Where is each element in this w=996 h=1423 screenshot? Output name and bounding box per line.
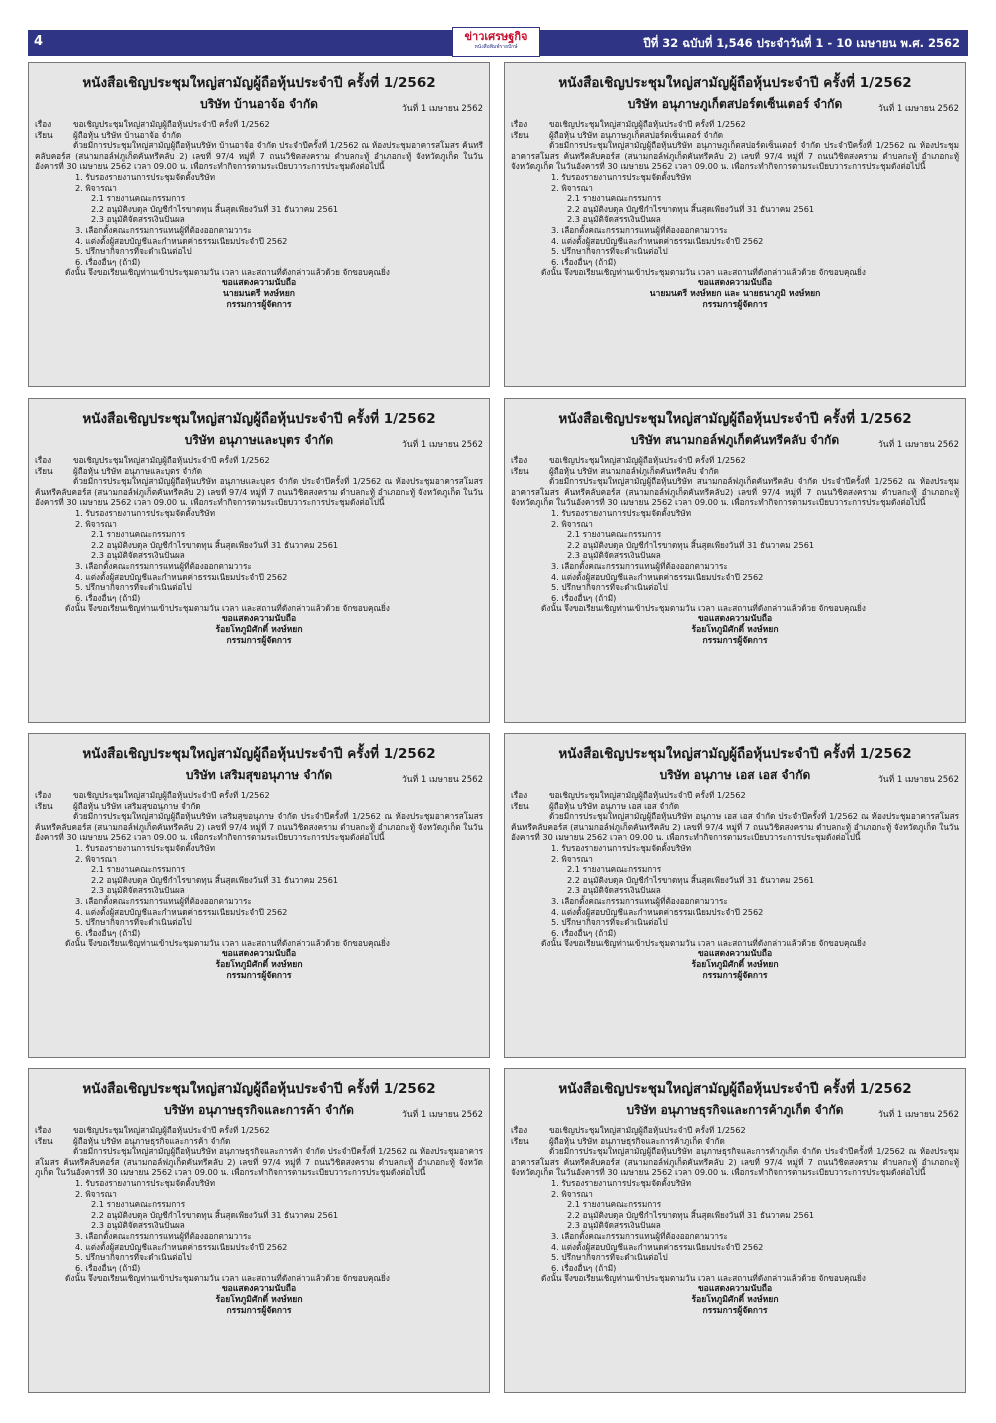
agenda-item: 6. เรื่องอื่นๆ (ถ้ามี) (551, 1262, 617, 1273)
subject-row (511, 790, 959, 801)
agenda-subitem: 2.2 อนุมัติงบดุล บัญชีกำไรขาดทุน สิ้นสุดเพียงวันที่ 31 ธันวาคม 2561 (567, 874, 815, 885)
agenda-subitem: 2.3 อนุมัติจัดสรรเงินปันผล (91, 885, 185, 896)
agenda-item: 4. แต่งตั้งผู้สอบบัญชีและกำหนดค่าธรรมเนียมประจำปี 2562 (551, 1241, 764, 1252)
subject-text: ขอเชิญประชุมใหญ่สามัญผู้ถือหุ้นประจำปี ครั้งที่ 1/2562 (549, 455, 746, 465)
addressee-row (511, 1136, 959, 1147)
signer-name: ร้อยโทภูมิศักดิ์ หงษ์หยก (691, 959, 779, 970)
notice-title: หนังสือเชิญประชุมใหญ่สามัญผู้ถือหุ้นประจำปี ครั้งที่ 1/2562 (82, 1081, 436, 1097)
agenda-item: 1. รับรองรายงานการประชุมจัดตั้งบริษัท (551, 1177, 692, 1188)
addressee-text: ผู้ถือหุ้น บริษัท อนุภาษ เอส เอส จำกัด (549, 800, 680, 811)
agenda-item: 2. พิจารณา (75, 1188, 117, 1199)
agenda-item: 6. เรื่องอื่นๆ (ถ้ามี) (75, 1262, 141, 1273)
newspaper-logo (452, 27, 540, 57)
agenda-item: 4. แต่งตั้งผู้สอบบัญชีและกำหนดค่าธรรมเนียมประจำปี 2562 (551, 906, 764, 917)
agenda-subitem: 2.1 รายงานคณะกรรมการ (567, 529, 662, 540)
notice-paragraph: ด้วยมีการประชุมใหญ่สามัญผู้ถือหุ้นบริษัท บ้านอาจ้อ จำกัด ประจำปีครั้งที่ 1/2562 ณ ห้องประชุมอาคารสโมสร ค้นทรีคลับคอร์ส (สนามกอล์ฟภูเก็ตคันทรีคลับ 2) เลขที่ 97/4 หมู่ที่ 7 ถนนวิชิตสงคราม ตำบลกะทู้ อำเภอกะทู้ จังหวัดภูเก็ต ในวันอังคารที่ 30 เมษายน 2562 เวลา 09.00 น. เพื่อกระทำกิจการตามระเบียบวาระการประชุมดังต่อไปนี้ (35, 140, 483, 172)
meeting-notice (28, 733, 490, 1058)
notice-paragraph: ด้วยมีการประชุมใหญ่สามัญผู้ถือหุ้นบริษัท อนุภาษภูเก็ตสปอร์ตเซ็นเตอร์ จำกัด ประจำปีครั้งที่ 1/2562 ณ ห้องประชุมอาคารสโมสร ค้นทรีคลับคอร์ส (สนามกอล์ฟภูเก็ตคันทรีคลับ 2) เลขที่ 97/4 หมู่ที่ 7 ถนนวิชิตสงคราม ตำบลกะทู้ อำเภอกะทู้ จังหวัดภูเก็ต ในวันอังคารที่ 30 เมษายน 2562 เวลา 09.00 น. เพื่อกระทำกิจการตามระเบียบวาระการประชุมดังต่อไปนี้ (511, 140, 959, 172)
agenda-item: 4. แต่งตั้งผู้สอบบัญชีและกำหนดค่าธรรมเนียมประจำปี 2562 (551, 235, 764, 246)
subject-text: ขอเชิญประชุมใหญ่สามัญผู้ถือหุ้นประจำปี ครั้งที่ 1/2562 (549, 1125, 746, 1135)
agenda-item: 5. ปรึกษากิจการที่จะดำเนินต่อไป (75, 582, 192, 593)
agenda-subitem: 2.2 อนุมัติงบดุล บัญชีกำไรขาดทุน สิ้นสุดเพียงวันที่ 31 ธันวาคม 2561 (567, 203, 815, 214)
subject-text: ขอเชิญประชุมใหญ่สามัญผู้ถือหุ้นประจำปี ครั้งที่ 1/2562 (549, 790, 746, 800)
addressee-label: เรียน (511, 465, 529, 476)
subject-label: เรื่อง (511, 119, 528, 129)
meeting-notice (28, 1068, 490, 1393)
agenda-subitem: 2.2 อนุมัติงบดุล บัญชีกำไรขาดทุน สิ้นสุดเพียงวันที่ 31 ธันวาคม 2561 (91, 539, 339, 550)
meeting-notice (504, 62, 966, 387)
subject-label: เรื่อง (35, 119, 52, 129)
agenda-item: 1. รับรองรายงานการประชุมจัดตั้งบริษัท (551, 842, 692, 853)
addressee-row (511, 801, 959, 812)
agenda-item: 2. พิจารณา (75, 853, 117, 864)
agenda-subitem: 2.1 รายงานคณะกรรมการ (91, 1199, 186, 1210)
agenda-item: 6. เรื่องอื่นๆ (ถ้ามี) (75, 927, 141, 938)
agenda-item: 1. รับรองรายงานการประชุมจัดตั้งบริษัท (75, 507, 216, 518)
signer-position: กรรมการผู้จัดการ (226, 299, 292, 310)
closing-text: ดังนั้น จึงขอเรียนเชิญท่านเข้าประชุมตามวัน เวลา และสถานที่ดังกล่าวแล้วด้วย จักขอบคุณยิ่ง (541, 603, 866, 614)
agenda-subitem: 2.3 อนุมัติจัดสรรเงินปันผล (567, 214, 661, 225)
notice-title: หนังสือเชิญประชุมใหญ่สามัญผู้ถือหุ้นประจำปี ครั้งที่ 1/2562 (558, 746, 912, 762)
notice-title: หนังสือเชิญประชุมใหญ่สามัญผู้ถือหุ้นประจำปี ครั้งที่ 1/2562 (558, 411, 912, 427)
closing-text: ดังนั้น จึงขอเรียนเชิญท่านเข้าประชุมตามวัน เวลา และสถานที่ดังกล่าวแล้วด้วย จักขอบคุณยิ่ง (541, 1273, 866, 1284)
agenda-item: 5. ปรึกษากิจการที่จะดำเนินต่อไป (75, 1252, 192, 1263)
subject-label: เรื่อง (511, 455, 528, 465)
signer-position: กรรมการผู้จัดการ (702, 635, 768, 646)
notice-body (511, 790, 959, 981)
agenda-subitem: 2.3 อนุมัติจัดสรรเงินปันผล (567, 885, 661, 896)
subject-row (511, 455, 959, 466)
page-header (28, 30, 968, 56)
agenda-item: 3. เลือกตั้งคณะกรรมการแทนผู้ที่ต้องออกตามวาระ (75, 895, 252, 906)
signer-name: ร้อยโทภูมิศักดิ์ หงษ์หยก (215, 959, 303, 970)
addressee-label: เรียน (35, 1135, 53, 1146)
agenda-subitem: 2.2 อนุมัติงบดุล บัญชีกำไรขาดทุน สิ้นสุดเพียงวันที่ 31 ธันวาคม 2561 (567, 1209, 815, 1220)
notice-paragraph: ด้วยมีการประชุมใหญ่สามัญผู้ถือหุ้นบริษัท อนุภาษธุรกิจและการค้า จำกัด ประจำปีครั้งที่ 1/2562 ณ ห้องประชุมอาคารสโมสร ค้นทรีคลับคอร์ส (สนามกอล์ฟภูเก็ตคันทรีคลับ 2) เลขที่ 97/4 หมู่ที่ 7 ถนนวิชิตสงคราม ตำบลกะทู้ อำเภอกะทู้ จังหวัดภูเก็ต ในวันอังคารที่ 30 เมษายน 2562 เวลา 09.00 น. เพื่อกระทำกิจการตามระเบียบวาระการประชุมดังต่อไปนี้ (35, 1146, 483, 1178)
agenda-subitem: 2.1 รายงานคณะกรรมการ (567, 193, 662, 204)
company-name: บริษัท อนุภาษ เอส เอส จำกัด (659, 768, 811, 782)
company-name: บริษัท อนุภาษและบุตร จำกัด (184, 433, 334, 447)
addressee-label: เรียน (511, 1135, 529, 1146)
signer-name: ร้อยโทภูมิศักดิ์ หงษ์หยก (215, 624, 303, 635)
agenda-item: 3. เลือกตั้งคณะกรรมการแทนผู้ที่ต้องออกตามวาระ (75, 1230, 252, 1241)
addressee-row (35, 1136, 483, 1147)
addressee-text: ผู้ถือหุ้น บริษัท อนุภาษภูเก็ตสปอร์ตเซ็นเตอร์ จำกัด (549, 129, 724, 140)
respect-line: ขอแสดงความนับถือ (221, 948, 297, 959)
addressee-text: ผู้ถือหุ้น บริษัท อนุภาษธุรกิจและการค้าภูเก็ต จำกัด (549, 1135, 725, 1146)
meeting-notice (28, 398, 490, 723)
agenda-subitem: 2.2 อนุมัติงบดุล บัญชีกำไรขาดทุน สิ้นสุดเพียงวันที่ 31 ธันวาคม 2561 (567, 539, 815, 550)
respect-line: ขอแสดงความนับถือ (221, 613, 297, 624)
company-name: บริษัท อนุภาษธุรกิจและการค้าภูเก็ต จำกัด (626, 1103, 844, 1117)
agenda-item: 5. ปรึกษากิจการที่จะดำเนินต่อไป (551, 582, 668, 593)
company-name: บริษัท อนุภาษภูเก็ตสปอร์ตเซ็นเตอร์ จำกัด (627, 97, 843, 111)
notice-title: หนังสือเชิญประชุมใหญ่สามัญผู้ถือหุ้นประจำปี ครั้งที่ 1/2562 (558, 1081, 912, 1097)
notice-date: วันที่ 1 เมษายน 2562 (877, 775, 959, 785)
agenda-subitem: 2.1 รายงานคณะกรรมการ (567, 1199, 662, 1210)
agenda-subitem: 2.3 อนุมัติจัดสรรเงินปันผล (91, 550, 185, 561)
subject-label: เรื่อง (511, 790, 528, 800)
addressee-row (511, 130, 959, 141)
agenda-item: 1. รับรองรายงานการประชุมจัดตั้งบริษัท (75, 1177, 216, 1188)
notice-paragraph: ด้วยมีการประชุมใหญ่สามัญผู้ถือหุ้นบริษัท อนุภาษธุรกิจและการค้าภูเก็ต จำกัด ประจำปีครั้งที่ 1/2562 ณ ห้องประชุมอาคารสโมสร ค้นทรีคลับคอร์ส (สนามกอล์ฟภูเก็ตคันทรีคลับ 2) เลขที่ 97/4 หมู่ที่ 7 ถนนวิชิตสงคราม ตำบลกะทู้ อำเภอกะทู้ จังหวัดภูเก็ต ในวันอังคารที่ 30 เมษายน 2562 เวลา 09.00 น. เพื่อกระทำกิจการตามระเบียบวาระการประชุมดังต่อไปนี้ (511, 1146, 959, 1178)
agenda-subitem: 2.1 รายงานคณะกรรมการ (91, 529, 186, 540)
agenda-item: 3. เลือกตั้งคณะกรรมการแทนผู้ที่ต้องออกตามวาระ (551, 560, 728, 571)
notice-date: วันที่ 1 เมษายน 2562 (877, 440, 959, 450)
addressee-label: เรียน (35, 800, 53, 811)
agenda-item: 4. แต่งตั้งผู้สอบบัญชีและกำหนดค่าธรรมเนียมประจำปี 2562 (75, 235, 288, 246)
notice-title: หนังสือเชิญประชุมใหญ่สามัญผู้ถือหุ้นประจำปี ครั้งที่ 1/2562 (82, 746, 436, 762)
notice-body (511, 455, 959, 646)
signer-position: กรรมการผู้จัดการ (702, 970, 768, 981)
meeting-notice (504, 398, 966, 723)
agenda-item: 5. ปรึกษากิจการที่จะดำเนินต่อไป (551, 246, 668, 257)
agenda-item: 1. รับรองรายงานการประชุมจัดตั้งบริษัท (75, 842, 216, 853)
agenda-item: 1. รับรองรายงานการประชุมจัดตั้งบริษัท (551, 507, 692, 518)
agenda-item: 3. เลือกตั้งคณะกรรมการแทนผู้ที่ต้องออกตามวาระ (75, 224, 252, 235)
subject-label: เรื่อง (35, 1125, 52, 1135)
meeting-notice (504, 1068, 966, 1393)
closing-text: ดังนั้น จึงขอเรียนเชิญท่านเข้าประชุมตามวัน เวลา และสถานที่ดังกล่าวแล้วด้วย จักขอบคุณยิ่ง (541, 267, 866, 278)
addressee-row (35, 130, 483, 141)
respect-line: ขอแสดงความนับถือ (221, 1283, 297, 1294)
masthead-subtitle: หนังสือพิมพ์รายปักษ์ (474, 44, 518, 50)
agenda-item: 1. รับรองรายงานการประชุมจัดตั้งบริษัท (75, 171, 216, 182)
signer-position: กรรมการผู้จัดการ (702, 299, 768, 310)
notice-body (35, 1125, 483, 1316)
addressee-text: ผู้ถือหุ้น บริษัท เสริมสุขอนุภาษ จำกัด (73, 800, 201, 811)
company-name: บริษัท บ้านอาจ้อ จำกัด (200, 97, 318, 111)
addressee-label: เรียน (511, 800, 529, 811)
agenda-subitem: 2.2 อนุมัติงบดุล บัญชีกำไรขาดทุน สิ้นสุดเพียงวันที่ 31 ธันวาคม 2561 (91, 1209, 339, 1220)
signer-name: นายมนตรี หงษ์หยก (223, 288, 295, 299)
closing-text: ดังนั้น จึงขอเรียนเชิญท่านเข้าประชุมตามวัน เวลา และสถานที่ดังกล่าวแล้วด้วย จักขอบคุณยิ่ง (65, 603, 390, 614)
agenda-item: 3. เลือกตั้งคณะกรรมการแทนผู้ที่ต้องออกตามวาระ (551, 224, 728, 235)
subject-text: ขอเชิญประชุมใหญ่สามัญผู้ถือหุ้นประจำปี ครั้งที่ 1/2562 (73, 119, 270, 129)
company-name: บริษัท สนามกอล์ฟภูเก็ตคันทรีคลับ จำกัด (630, 433, 840, 447)
agenda-subitem: 2.3 อนุมัติจัดสรรเงินปันผล (567, 1220, 661, 1231)
notice-body (35, 119, 483, 310)
addressee-text: ผู้ถือหุ้น บริษัท สนามกอล์ฟภูเก็ตคันทรีคลับ จำกัด (549, 465, 719, 476)
respect-line: ขอแสดงความนับถือ (697, 1283, 773, 1294)
addressee-row (35, 801, 483, 812)
agenda-item: 6. เรื่องอื่นๆ (ถ้ามี) (75, 592, 141, 603)
agenda-subitem: 2.3 อนุมัติจัดสรรเงินปันผล (91, 214, 185, 225)
agenda-subitem: 2.1 รายงานคณะกรรมการ (567, 864, 662, 875)
notice-body (35, 455, 483, 646)
addressee-text: ผู้ถือหุ้น บริษัท อนุภาษและบุตร จำกัด (73, 465, 203, 476)
notice-paragraph: ด้วยมีการประชุมใหญ่สามัญผู้ถือหุ้นบริษัท อนุภาษ เอส เอส จำกัด ประจำปีครั้งที่ 1/2562 ณ ห้องประชุมอาคารสโมสร ค้นทรีคลับคอร์ส (สนามกอล์ฟภูเก็ตคันทรีคลับ 2) เลขที่ 97/4 หมู่ที่ 7 ถนนวิชิตสงคราม ตำบลกะทู้ อำเภอกะทู้ จังหวัดภูเก็ต ในวันอังคารที่ 30 เมษายน 2562 เวลา 09.00 น. เพื่อกระทำกิจการตามระเบียบวาระการประชุมดังต่อไปนี้ (511, 811, 959, 843)
agenda-subitem: 2.1 รายงานคณะกรรมการ (91, 864, 186, 875)
addressee-row (511, 466, 959, 477)
respect-line: ขอแสดงความนับถือ (697, 277, 773, 288)
agenda-item: 4. แต่งตั้งผู้สอบบัญชีและกำหนดค่าธรรมเนียมประจำปี 2562 (75, 1241, 288, 1252)
agenda-subitem: 2.2 อนุมัติงบดุล บัญชีกำไรขาดทุน สิ้นสุดเพียงวันที่ 31 ธันวาคม 2561 (91, 203, 339, 214)
agenda-item: 4. แต่งตั้งผู้สอบบัญชีและกำหนดค่าธรรมเนียมประจำปี 2562 (75, 906, 288, 917)
closing-text: ดังนั้น จึงขอเรียนเชิญท่านเข้าประชุมตามวัน เวลา และสถานที่ดังกล่าวแล้วด้วย จักขอบคุณยิ่ง (65, 267, 390, 278)
subject-row (35, 455, 483, 466)
subject-row (511, 119, 959, 130)
notice-date: วันที่ 1 เมษายน 2562 (401, 1110, 483, 1120)
agenda-item: 2. พิจารณา (551, 853, 593, 864)
masthead-title: ข่าวเศรษฐกิจ (464, 30, 528, 43)
agenda-subitem: 2.3 อนุมัติจัดสรรเงินปันผล (91, 1220, 185, 1231)
signer-name: ร้อยโทภูมิศักดิ์ หงษ์หยก (691, 1294, 779, 1305)
signer-position: กรรมการผู้จัดการ (226, 635, 292, 646)
agenda-item: 1. รับรองรายงานการประชุมจัดตั้งบริษัท (551, 171, 692, 182)
notice-date: วันที่ 1 เมษายน 2562 (401, 440, 483, 450)
signer-position: กรรมการผู้จัดการ (702, 1305, 768, 1316)
closing-text: ดังนั้น จึงขอเรียนเชิญท่านเข้าประชุมตามวัน เวลา และสถานที่ดังกล่าวแล้วด้วย จักขอบคุณยิ่ง (541, 938, 866, 949)
addressee-row (35, 466, 483, 477)
agenda-subitem: 2.1 รายงานคณะกรรมการ (91, 193, 186, 204)
signer-name: ร้อยโทภูมิศักดิ์ หงษ์หยก (215, 1294, 303, 1305)
notice-title: หนังสือเชิญประชุมใหญ่สามัญผู้ถือหุ้นประจำปี ครั้งที่ 1/2562 (558, 75, 912, 91)
closing-text: ดังนั้น จึงขอเรียนเชิญท่านเข้าประชุมตามวัน เวลา และสถานที่ดังกล่าวแล้วด้วย จักขอบคุณยิ่ง (65, 1273, 390, 1284)
agenda-item: 5. ปรึกษากิจการที่จะดำเนินต่อไป (75, 246, 192, 257)
signer-position: กรรมการผู้จัดการ (226, 970, 292, 981)
notice-paragraph: ด้วยมีการประชุมใหญ่สามัญผู้ถือหุ้นบริษัท สนามกอล์ฟภูเก็ตคันทรีคลับ จำกัด ประจำปีครั้งที่ 1/2562 ณ ห้องประชุมอาคารสโมสร ค้นทรีคลับคอร์ส (สนามกอล์ฟภูเก็ตคันทรีคลับ2) เลขที่ 97/4 หมู่ที่ 7 ถนนวิชิตสงคราม ตำบลกะทู้ อำเภอกะทู้ จังหวัดภูเก็ต ในวันอังคารที่ 30 เมษายน 2562 เวลา 09.00 น. เพื่อกระทำกิจการตามระเบียบวาระการประชุมดังต่อไปนี้ (511, 476, 959, 508)
agenda-item: 2. พิจารณา (551, 518, 593, 529)
agenda-item: 6. เรื่องอื่นๆ (ถ้ามี) (551, 592, 617, 603)
notice-date: วันที่ 1 เมษายน 2562 (401, 104, 483, 114)
page-number: 4 (34, 34, 44, 49)
agenda-item: 5. ปรึกษากิจการที่จะดำเนินต่อไป (75, 917, 192, 928)
addressee-label: เรียน (511, 129, 529, 140)
subject-row (35, 1125, 483, 1136)
agenda-item: 3. เลือกตั้งคณะกรรมการแทนผู้ที่ต้องออกตามวาระ (551, 895, 728, 906)
meeting-notice (504, 733, 966, 1058)
subject-text: ขอเชิญประชุมใหญ่สามัญผู้ถือหุ้นประจำปี ครั้งที่ 1/2562 (73, 790, 270, 800)
agenda-subitem: 2.3 อนุมัติจัดสรรเงินปันผล (567, 550, 661, 561)
addressee-text: ผู้ถือหุ้น บริษัท บ้านอาจ้อ จำกัด (73, 129, 182, 140)
agenda-item: 2. พิจารณา (75, 518, 117, 529)
meeting-notice (28, 62, 490, 387)
subject-row (511, 1125, 959, 1136)
agenda-item: 2. พิจารณา (551, 182, 593, 193)
notice-body (35, 790, 483, 981)
agenda-item: 4. แต่งตั้งผู้สอบบัญชีและกำหนดค่าธรรมเนียมประจำปี 2562 (75, 571, 288, 582)
closing-text: ดังนั้น จึงขอเรียนเชิญท่านเข้าประชุมตามวัน เวลา และสถานที่ดังกล่าวแล้วด้วย จักขอบคุณยิ่ง (65, 938, 390, 949)
notice-body (511, 119, 959, 310)
addressee-text: ผู้ถือหุ้น บริษัท อนุภาษธุรกิจและการค้า จำกัด (73, 1135, 231, 1146)
company-name: บริษัท อนุภาษธุรกิจและการค้า จำกัด (164, 1103, 354, 1117)
subject-text: ขอเชิญประชุมใหญ่สามัญผู้ถือหุ้นประจำปี ครั้งที่ 1/2562 (73, 455, 270, 465)
signer-position: กรรมการผู้จัดการ (226, 1305, 292, 1316)
company-name: บริษัท เสริมสุขอนุภาษ จำกัด (185, 768, 333, 782)
subject-row (35, 790, 483, 801)
signer-name: นายมนตรี หงษ์หยก และ นายธนาภูมิ หงษ์หยก (649, 288, 821, 299)
notice-paragraph: ด้วยมีการประชุมใหญ่สามัญผู้ถือหุ้นบริษัท เสริมสุขอนุภาษ จำกัด ประจำปีครั้งที่ 1/2562 ณ ห้องประชุมอาคารสโมสร ค้นทรีคลับคอร์ส (สนามกอล์ฟภูเก็ตคันทรีคลับ 2) เลขที่ 97/4 หมู่ที่ 7 ถนนวิชิตสงคราม ตำบลกะทู้ อำเภอกะทู้ จังหวัดภูเก็ต ในวันอังคารที่ 30 เมษายน 2562 เวลา 09.00 น. เพื่อกระทำกิจการตามระเบียบวาระการประชุมดังต่อไปนี้ (35, 811, 483, 843)
notice-date: วันที่ 1 เมษายน 2562 (401, 775, 483, 785)
respect-line: ขอแสดงความนับถือ (697, 613, 773, 624)
notice-date: วันที่ 1 เมษายน 2562 (877, 104, 959, 114)
agenda-item: 2. พิจารณา (75, 182, 117, 193)
notice-title: หนังสือเชิญประชุมใหญ่สามัญผู้ถือหุ้นประจำปี ครั้งที่ 1/2562 (82, 75, 436, 91)
agenda-item: 3. เลือกตั้งคณะกรรมการแทนผู้ที่ต้องออกตามวาระ (551, 1230, 728, 1241)
subject-text: ขอเชิญประชุมใหญ่สามัญผู้ถือหุ้นประจำปี ครั้งที่ 1/2562 (73, 1125, 270, 1135)
subject-row (35, 119, 483, 130)
agenda-item: 5. ปรึกษากิจการที่จะดำเนินต่อไป (551, 1252, 668, 1263)
subject-label: เรื่อง (35, 455, 52, 465)
notice-title: หนังสือเชิญประชุมใหญ่สามัญผู้ถือหุ้นประจำปี ครั้งที่ 1/2562 (82, 411, 436, 427)
signer-name: ร้อยโทภูมิศักดิ์ หงษ์หยก (691, 624, 779, 635)
addressee-label: เรียน (35, 129, 53, 140)
agenda-item: 6. เรื่องอื่นๆ (ถ้ามี) (551, 256, 617, 267)
notice-body (511, 1125, 959, 1316)
respect-line: ขอแสดงความนับถือ (221, 277, 297, 288)
subject-label: เรื่อง (511, 1125, 528, 1135)
addressee-label: เรียน (35, 465, 53, 476)
subject-label: เรื่อง (35, 790, 52, 800)
respect-line: ขอแสดงความนับถือ (697, 948, 773, 959)
subject-text: ขอเชิญประชุมใหญ่สามัญผู้ถือหุ้นประจำปี ครั้งที่ 1/2562 (549, 119, 746, 129)
notice-date: วันที่ 1 เมษายน 2562 (877, 1110, 959, 1120)
agenda-item: 4. แต่งตั้งผู้สอบบัญชีและกำหนดค่าธรรมเนียมประจำปี 2562 (551, 571, 764, 582)
agenda-item: 6. เรื่องอื่นๆ (ถ้ามี) (75, 256, 141, 267)
agenda-item: 3. เลือกตั้งคณะกรรมการแทนผู้ที่ต้องออกตามวาระ (75, 560, 252, 571)
agenda-item: 2. พิจารณา (551, 1188, 593, 1199)
agenda-item: 5. ปรึกษากิจการที่จะดำเนินต่อไป (551, 917, 668, 928)
agenda-subitem: 2.2 อนุมัติงบดุล บัญชีกำไรขาดทุน สิ้นสุดเพียงวันที่ 31 ธันวาคม 2561 (91, 874, 339, 885)
issue-info: ปีที่ 32 ฉบับที่ 1,546 ประจำวันที่ 1 - 10 เมษายน พ.ศ. 2562 (643, 36, 960, 50)
agenda-item: 6. เรื่องอื่นๆ (ถ้ามี) (551, 927, 617, 938)
notice-paragraph: ด้วยมีการประชุมใหญ่สามัญผู้ถือหุ้นบริษัท อนุภาษและบุตร จำกัด ประจำปีครั้งที่ 1/2562 ณ ห้องประชุมอาคารสโมสร ค้นทรีคลับคอร์ส (สนามกอล์ฟภูเก็ตคันทรีคลับ 2) เลขที่ 97/4 หมู่ที่ 7 ถนนวิชิตสงคราม ตำบลกะทู้ อำเภอกะทู้ จังหวัดภูเก็ต ในวันอังคารที่ 30 เมษายน 2562 เวลา 09.00 น. เพื่อกระทำกิจการตามระเบียบวาระการประชุมดังต่อไปนี้ (35, 476, 483, 508)
